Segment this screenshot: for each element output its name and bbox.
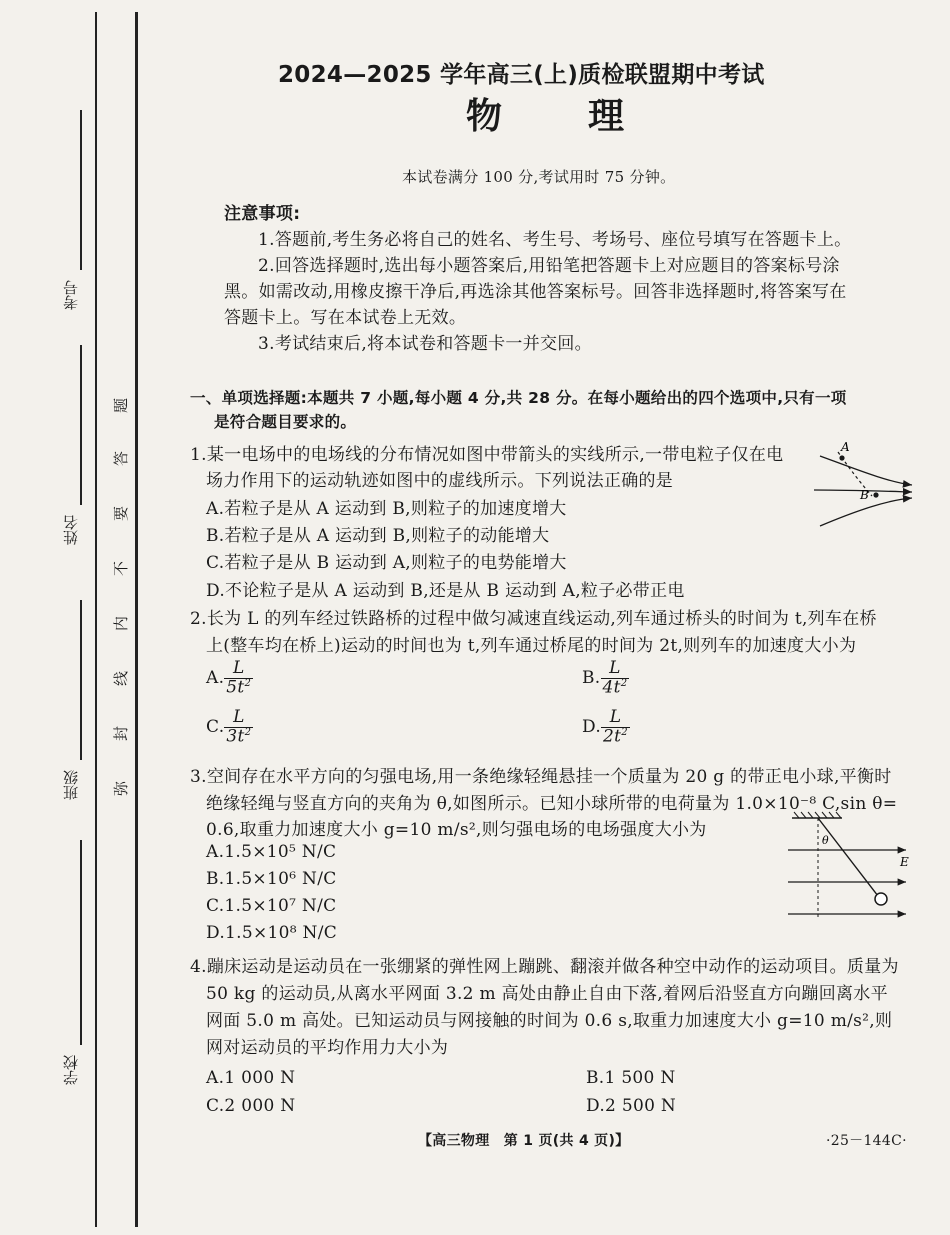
q2-option-a [206, 660, 253, 697]
q4-stem-line2: 50 kg 的运动员,从离水平网面 3.2 m 高处由静止自由下落,着网后沿竖直方向蹦回离水平 [206, 984, 888, 1004]
q3-option-d: D.1.5×10⁸ N/C [206, 923, 338, 943]
banji-blank-line [80, 600, 82, 760]
paper-code: ·25－144C· [826, 1133, 907, 1149]
q2-option-c [206, 709, 253, 746]
seal-char-5: 内 [112, 615, 131, 632]
q1-stem-line1: 1.某一电场中的电场线的分布情况如图中带箭头的实线所示,一带电粒子仅在电 [190, 445, 784, 465]
section1-heading-line1: 一、单项选择题:本题共 7 小题,每小题 4 分,共 28 分。在每小题给出的四个选项中,只有一项 [190, 389, 847, 407]
q1-stem-line2: 场力作用下的运动轨迹如图中的虚线所示。下列说法正确的是 [206, 471, 674, 491]
q4-option-a: A.1 000 N [206, 1068, 296, 1088]
notice-line-1: 1.答题前,考生务必将自己的姓名、考生号、考场号、座位号填写在答题卡上。 [258, 230, 852, 250]
q1-option-b: B.若粒子是从 A 运动到 B,则粒子的动能增大 [206, 526, 550, 546]
q2-stem-line2: 上(整车均在桥上)运动的时间也为 t,列车通过桥尾的时间为 2t,则列车的加速度大小为 [206, 636, 857, 656]
q1-fig-label-a: A [841, 440, 850, 454]
q1-option-c: C.若粒子是从 B 运动到 A,则粒子的电势能增大 [206, 553, 567, 573]
notice-line-5: 3.考试结束后,将本试卷和答题卡一并交回。 [258, 334, 592, 354]
q1-option-a: A.若粒子是从 A 运动到 B,则粒子的加速度增大 [206, 499, 567, 519]
q4-stem-line3: 网面 5.0 m 高处。已知运动员与网接触的时间为 0.6 s,取重力加速度大小 g=10 m/s²,则 [206, 1011, 893, 1031]
q2-option-d [582, 709, 630, 746]
subject-char-2: 理 [588, 96, 625, 137]
seal-char-8: 弥 [112, 780, 131, 797]
q4-option-c: C.2 000 N [206, 1096, 296, 1116]
exam-title: 2024—2025 学年高三(上)质检联盟期中考试 [278, 62, 765, 88]
binding-rule-inner [135, 12, 138, 1227]
q2-stem-line1: 2.长为 L 的列车经过铁路桥的过程中做匀减速直线运动,列车通过桥头的时间为 t,列车在桥 [190, 609, 877, 629]
q2-option-c-den: 3t [226, 726, 245, 747]
q2-option-b [582, 660, 629, 697]
q2-option-c-num: L [224, 709, 253, 728]
q2-option-a-exp: 2 [244, 677, 252, 689]
q2-option-b-exp: 2 [620, 677, 628, 689]
notice-heading: 注意事项: [224, 204, 301, 224]
binding-rule-outer [95, 12, 97, 1227]
xingming-blank-line [80, 345, 82, 505]
notice-line-3: 黑。如需改动,用橡皮擦干净后,再选涂其他答案标号。回答非选择题时,将答案写在 [224, 282, 847, 302]
page-footer: 【高三物理 第 1 页(共 4 页)】 [418, 1133, 630, 1149]
seal-char-7: 封 [112, 725, 131, 742]
q2-option-d-prefix: D. [582, 717, 602, 738]
q3-pendulum-figure [786, 810, 918, 922]
seal-char-1: 题 [112, 397, 131, 414]
seal-char-3: 要 [112, 505, 131, 522]
notice-line-2: 2.回答选择题时,选出每小题答案后,用铅笔把答题卡上对应题目的答案标号涂 [258, 256, 840, 276]
q4-stem-line4: 网对运动员的平均作用力大小为 [206, 1038, 449, 1058]
q4-option-d: D.2 500 N [586, 1096, 677, 1116]
q2-option-b-den: 4t [602, 677, 621, 698]
subject-char-1: 物 [466, 96, 503, 137]
q3-option-a: A.1.5×10⁵ N/C [206, 842, 337, 862]
q4-stem-line1: 4.蹦床运动是运动员在一张绷紧的弹性网上蹦跳、翻滚并做各种空中动作的运动项目。质量为 [190, 957, 899, 977]
xuexiao-blank-line [80, 840, 82, 1045]
q2-option-d-den: 2t [603, 726, 622, 747]
section1-heading-line2: 是符合题目要求的。 [214, 413, 357, 431]
xingming-label: 姓名 [62, 515, 80, 545]
notice-line-4: 答题卡上。写在本试卷上无效。 [224, 308, 467, 328]
seal-char-4: 不 [112, 560, 131, 577]
q3-stem-line1: 3.空间存在水平方向的匀强电场,用一条绝缘轻绳悬挂一个质量为 20 g 的带正电小球,平衡时 [190, 767, 892, 787]
q2-option-b-num: L [601, 660, 630, 679]
banji-label: 班级 [62, 770, 80, 800]
q2-option-c-prefix: C. [206, 717, 225, 738]
kaohao-label: 考号 [62, 280, 80, 310]
q2-option-a-prefix: A. [206, 668, 225, 689]
q2-option-a-den: 5t [226, 677, 245, 698]
q1-fig-label-b: B [860, 488, 869, 502]
q3-stem-line2: 绝缘轻绳与竖直方向的夹角为 θ,如图所示。已知小球所带的电荷量为 1.0×10⁻⁸ C,sin θ= [206, 794, 898, 814]
xuexiao-label: 学校 [62, 1055, 80, 1085]
q2-option-b-prefix: B. [582, 668, 601, 689]
q2-option-d-num: L [601, 709, 630, 728]
q1-field-line-figure [808, 438, 920, 533]
q3-option-b: B.1.5×10⁶ N/C [206, 869, 337, 889]
seal-char-2: 答 [112, 450, 131, 467]
q3-stem-line3: 0.6,取重力加速度大小 g=10 m/s²,则匀强电场的电场强度大小为 [206, 820, 707, 840]
q1-option-d: D.不论粒子是从 A 运动到 B,还是从 B 运动到 A,粒子必带正电 [206, 581, 685, 601]
kaohao-blank-line [80, 110, 82, 270]
q3-fig-label-e: E [900, 855, 909, 869]
q3-option-c: C.1.5×10⁷ N/C [206, 896, 337, 916]
seal-char-6: 线 [112, 670, 131, 687]
q3-fig-label-theta: θ [822, 834, 829, 847]
score-info: 本试卷满分 100 分,考试用时 75 分钟。 [402, 168, 676, 186]
q2-option-a-num: L [224, 660, 253, 679]
q2-option-c-exp: 2 [244, 726, 252, 738]
q4-option-b: B.1 500 N [586, 1068, 676, 1088]
q2-option-d-exp: 2 [621, 726, 628, 738]
